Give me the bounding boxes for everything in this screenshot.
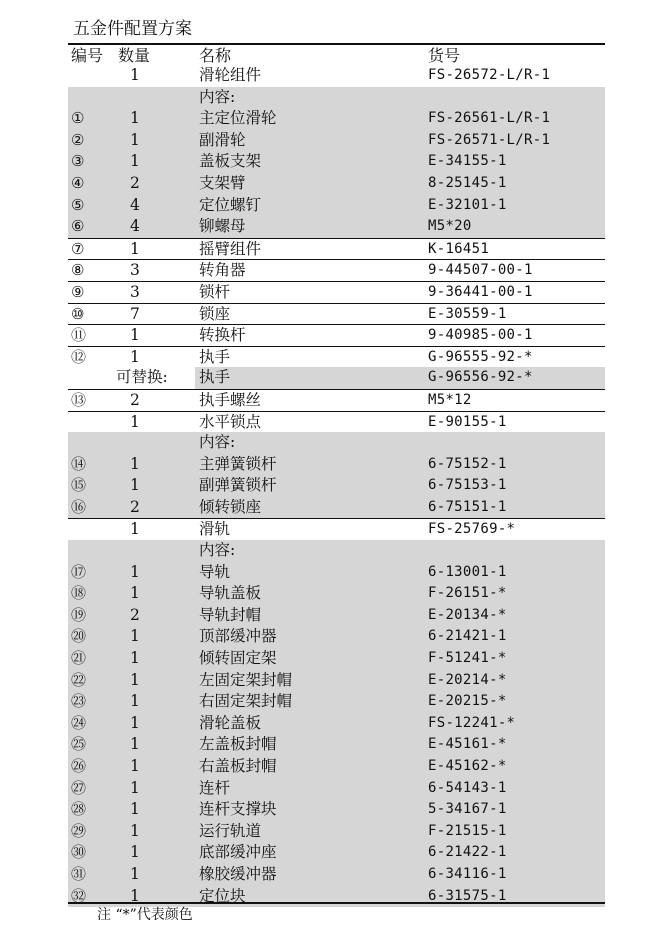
item-name: 副滑轮	[199, 130, 246, 149]
item-quantity: 可替换:	[116, 368, 168, 387]
row-shading	[68, 842, 605, 864]
item-part-number: G-96555-92-*	[428, 348, 533, 365]
item-quantity: 1	[130, 454, 140, 473]
row-shading	[68, 216, 605, 238]
item-name: 锁杆	[199, 282, 231, 301]
item-quantity: 1	[130, 735, 140, 754]
item-name: 顶部缓冲器	[199, 627, 277, 646]
item-name: 倾转固定架	[199, 649, 277, 668]
item-name: 滑轨	[199, 520, 231, 539]
item-name: 定位螺钉	[199, 195, 262, 214]
item-quantity: 1	[130, 66, 140, 84]
table-row	[68, 497, 605, 519]
table-bottom-rule	[68, 902, 605, 904]
table-row	[68, 411, 605, 433]
row-shading	[68, 497, 605, 519]
item-part-number: E-20214-*	[428, 671, 507, 688]
item-part-number: FS-12241-*	[428, 714, 516, 731]
item-part-number: M5*20	[428, 218, 472, 235]
item-part-number: E-90155-1	[428, 413, 507, 430]
item-number: ㉜	[71, 886, 87, 905]
item-number: ㉑	[71, 649, 87, 668]
page-title: 五金件配置方案	[73, 19, 192, 39]
table-row	[68, 583, 605, 605]
item-part-number: 6-75151-1	[428, 498, 507, 515]
item-quantity: 2	[130, 173, 140, 192]
item-part-number: M5*12	[428, 391, 472, 408]
item-name: 导轨	[199, 562, 231, 581]
item-quantity: 1	[130, 778, 140, 797]
row-shading	[195, 367, 605, 389]
item-number: ⑰	[71, 562, 87, 581]
row-shading	[68, 87, 605, 109]
table-row	[68, 303, 605, 325]
table-row	[68, 778, 605, 800]
item-name: 橡胶缓冲器	[199, 864, 277, 883]
item-number: ㉕	[71, 735, 87, 754]
table-row	[68, 216, 605, 238]
table-row	[68, 346, 605, 368]
header-qty: 数量	[118, 46, 151, 65]
item-name: 右固定架封帽	[199, 692, 293, 711]
item-number: ⑪	[71, 326, 87, 345]
parts-table	[68, 65, 605, 907]
table-row	[68, 108, 605, 130]
item-quantity: 4	[130, 195, 140, 214]
row-shading	[68, 173, 605, 195]
item-quantity: 1	[130, 130, 140, 149]
table-row	[68, 799, 605, 821]
table-row	[68, 605, 605, 627]
item-part-number: F-51241-*	[428, 650, 507, 667]
item-name: 执手螺丝	[199, 390, 262, 409]
row-shading	[68, 540, 605, 562]
item-quantity: 3	[130, 282, 140, 301]
row-shading	[68, 475, 605, 497]
item-number: ㉙	[71, 821, 87, 840]
item-number: ⑤	[71, 195, 85, 214]
item-part-number: 6-13001-1	[428, 563, 507, 580]
item-quantity: 1	[130, 670, 140, 689]
item-part-number: 6-21422-1	[428, 844, 507, 861]
table-row	[68, 432, 605, 454]
item-number: ⑥	[71, 217, 85, 236]
item-quantity: 1	[130, 886, 140, 905]
table-row	[68, 626, 605, 648]
row-shading	[68, 648, 605, 670]
item-quantity: 1	[130, 152, 140, 171]
item-part-number: 6-31575-1	[428, 887, 507, 904]
item-name: 转换杆	[199, 326, 246, 345]
table-row	[68, 518, 605, 540]
table-row	[68, 324, 605, 346]
item-part-number: E-20134-*	[428, 606, 507, 623]
item-quantity: 1	[130, 326, 140, 345]
item-number: ④	[71, 173, 85, 192]
item-number: ⑦	[71, 239, 85, 258]
item-part-number: K-16451	[428, 240, 490, 257]
item-name: 左固定架封帽	[199, 670, 293, 689]
item-quantity: 1	[130, 412, 140, 431]
row-shading	[68, 670, 605, 692]
table-row	[68, 475, 605, 497]
table-row	[68, 648, 605, 670]
table-row	[68, 367, 605, 389]
item-number: ⑫	[71, 347, 87, 366]
item-name: 转角器	[199, 261, 246, 280]
item-quantity: 1	[130, 347, 140, 366]
table-row	[68, 130, 605, 152]
item-name: 执手	[199, 347, 231, 366]
item-name: 支架臂	[199, 173, 246, 192]
row-shading	[68, 626, 605, 648]
item-number: ⑯	[71, 497, 87, 516]
item-name: 滑轮盖板	[199, 713, 262, 732]
item-name: 锁座	[199, 304, 231, 323]
item-number: ⑨	[71, 282, 85, 301]
item-part-number: F-21515-1	[428, 822, 507, 839]
table-row	[68, 195, 605, 217]
row-shading	[68, 691, 605, 713]
header-name: 名称	[199, 46, 232, 65]
table-row	[68, 454, 605, 476]
row-shading	[68, 562, 605, 584]
row-shading	[68, 195, 605, 217]
row-shading	[68, 864, 605, 886]
item-quantity: 1	[130, 843, 140, 862]
item-number: ⑬	[71, 390, 87, 409]
item-quantity: 3	[130, 261, 140, 280]
table-row	[68, 281, 605, 303]
item-part-number: 6-34116-1	[428, 865, 507, 882]
item-quantity: 2	[130, 390, 140, 409]
item-name: 右盖板封帽	[199, 757, 277, 775]
table-row	[68, 713, 605, 735]
row-shading	[68, 454, 605, 476]
footnote: 注 “*”代表颜色	[97, 907, 193, 923]
item-number: ⑳	[71, 627, 87, 646]
item-number: ㉖	[71, 757, 87, 775]
table-row	[68, 756, 605, 778]
row-shading	[68, 799, 605, 821]
item-number: ⑧	[71, 261, 85, 280]
item-part-number: FS-26561-L/R-1	[428, 110, 551, 127]
table-row	[68, 87, 605, 109]
item-part-number: FS-26572-L/R-1	[428, 67, 551, 83]
row-shading	[68, 756, 605, 778]
header-num: 编号	[71, 46, 104, 65]
header-part: 货号	[428, 46, 461, 65]
item-part-number: E-45161-*	[428, 736, 507, 753]
item-quantity: 2	[130, 497, 140, 516]
table-row	[68, 734, 605, 756]
item-quantity: 2	[130, 605, 140, 624]
table-header	[68, 43, 605, 67]
item-name: 水平锁点	[199, 412, 262, 431]
item-part-number: G-96556-92-*	[428, 369, 533, 386]
item-name: 定位块	[199, 886, 246, 905]
item-quantity: 1	[130, 562, 140, 581]
item-name: 盖板支架	[199, 152, 262, 171]
item-part-number: E-30559-1	[428, 305, 507, 322]
row-shading	[68, 605, 605, 627]
item-name: 连杆	[199, 778, 231, 797]
item-number: ②	[71, 130, 85, 149]
row-shading	[68, 713, 605, 735]
item-name: 铆螺母	[199, 217, 246, 236]
item-name: 运行轨道	[199, 821, 262, 840]
item-number: ①	[71, 109, 85, 128]
item-part-number: 6-75152-1	[428, 455, 507, 472]
item-number: ⑲	[71, 605, 87, 624]
item-quantity: 1	[130, 239, 140, 258]
table-row	[68, 691, 605, 713]
item-number: ㉗	[71, 778, 87, 797]
item-quantity: 1	[130, 800, 140, 819]
item-part-number: E-32101-1	[428, 196, 507, 213]
table-row	[68, 173, 605, 195]
item-part-number: 9-44507-00-1	[428, 262, 533, 279]
item-part-number: 6-21421-1	[428, 628, 507, 645]
item-number: ㉓	[71, 692, 87, 711]
table-row	[68, 821, 605, 843]
table-row	[68, 842, 605, 864]
item-quantity: 1	[130, 692, 140, 711]
row-shading	[68, 583, 605, 605]
item-name: 内容:	[199, 87, 236, 106]
table-row	[68, 65, 605, 87]
item-name: 导轨封帽	[199, 605, 262, 624]
item-quantity: 1	[130, 627, 140, 646]
item-quantity: 1	[130, 520, 140, 539]
table-row	[68, 389, 605, 411]
item-name: 左盖板封帽	[199, 735, 277, 754]
item-name: 滑轮组件	[199, 66, 262, 84]
item-part-number: 8-25145-1	[428, 174, 507, 191]
item-quantity: 1	[130, 584, 140, 603]
table-row	[68, 670, 605, 692]
table-row	[68, 238, 605, 260]
item-quantity: 1	[130, 757, 140, 775]
item-quantity: 1	[130, 649, 140, 668]
item-quantity: 1	[130, 476, 140, 495]
item-number: ㉘	[71, 800, 87, 819]
item-name: 主定位滑轮	[199, 109, 277, 128]
item-part-number: E-45162-*	[428, 758, 507, 774]
table-row	[68, 540, 605, 562]
item-name: 副弹簧锁杆	[199, 476, 277, 495]
row-shading	[68, 778, 605, 800]
item-part-number: FS-26571-L/R-1	[428, 131, 551, 148]
item-name: 连杆支撑块	[199, 800, 277, 819]
table-row	[68, 864, 605, 886]
row-shading	[68, 734, 605, 756]
item-number: ③	[71, 152, 85, 171]
item-number: ㉒	[71, 670, 87, 689]
item-number: ㉔	[71, 713, 87, 732]
table-row	[68, 151, 605, 173]
item-number: ⑭	[71, 454, 87, 473]
item-part-number: 6-54143-1	[428, 779, 507, 796]
row-shading	[68, 821, 605, 843]
item-part-number: 6-75153-1	[428, 477, 507, 494]
item-name: 摇臂组件	[199, 239, 262, 258]
item-part-number: FS-25769-*	[428, 521, 516, 538]
item-name: 倾转锁座	[199, 497, 262, 516]
item-part-number: 9-40985-00-1	[428, 327, 533, 344]
item-number: ㉚	[71, 843, 87, 862]
item-part-number: E-20215-*	[428, 693, 507, 710]
item-part-number: 5-34167-1	[428, 801, 507, 818]
item-quantity: 1	[130, 109, 140, 128]
item-number: ⑮	[71, 476, 87, 495]
item-part-number: E-34155-1	[428, 153, 507, 170]
item-number: ⑩	[71, 304, 85, 323]
table-row	[68, 259, 605, 281]
item-part-number: F-26151-*	[428, 585, 507, 602]
item-name: 内容:	[199, 541, 236, 560]
item-quantity: 4	[130, 217, 140, 236]
item-part-number: 9-36441-00-1	[428, 283, 533, 300]
item-quantity: 1	[130, 864, 140, 883]
item-name: 执手	[199, 368, 231, 387]
row-shading	[68, 151, 605, 173]
item-quantity: 1	[130, 713, 140, 732]
item-name: 底部缓冲座	[199, 843, 277, 862]
item-number: ㉛	[71, 864, 87, 883]
table-row	[68, 562, 605, 584]
item-quantity: 7	[130, 304, 140, 323]
item-number: ⑱	[71, 584, 87, 603]
item-name: 导轨盖板	[199, 584, 262, 603]
item-name: 主弹簧锁杆	[199, 454, 277, 473]
item-quantity: 1	[130, 821, 140, 840]
row-shading	[68, 432, 605, 454]
item-name: 内容:	[199, 433, 236, 452]
